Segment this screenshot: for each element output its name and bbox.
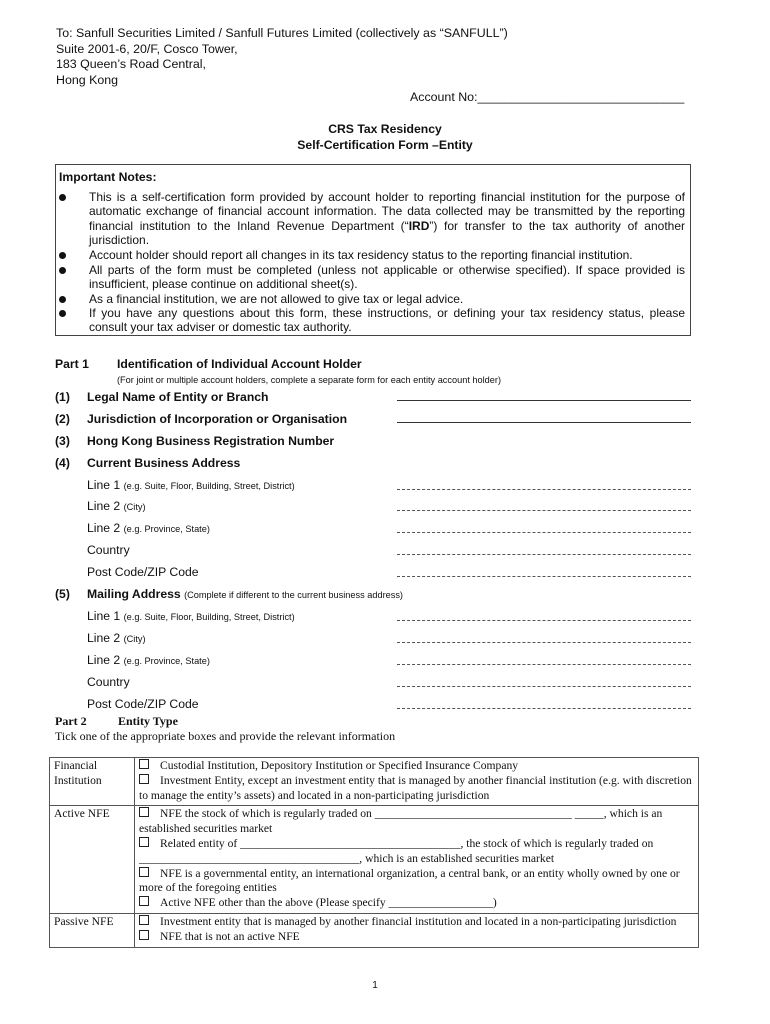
business-reg-label: Hong Kong Business Registration Number [87, 434, 335, 448]
option-text: NFE is a governmental entity, an international organization, a central bank, or an entity wholly owned by one or more of the foregoing entities [139, 866, 680, 895]
mailing-city-label [87, 631, 146, 645]
checkbox-icon[interactable] [139, 774, 149, 784]
note-bullet [59, 263, 685, 292]
part2-title: Entity Type [118, 714, 178, 728]
address-country-field[interactable] [397, 554, 691, 555]
mailing-postcode-field[interactable] [397, 708, 691, 709]
bullet-icon [59, 296, 66, 303]
item-number: (5) [55, 587, 70, 601]
entity-option[interactable] [139, 867, 695, 897]
field-label: Line 1 [87, 478, 121, 492]
checkbox-icon[interactable] [139, 807, 149, 817]
address-line: 183 Queen’s Road Central, [56, 57, 206, 72]
entity-option[interactable] [139, 915, 695, 930]
field-hint: (e.g. Province, State) [123, 656, 210, 666]
checkbox-icon[interactable] [139, 837, 149, 847]
item-number: (4) [55, 456, 70, 470]
important-notes-box [55, 164, 691, 336]
checkbox-icon[interactable] [139, 915, 149, 925]
entity-option[interactable] [139, 774, 695, 804]
address-line1-field[interactable] [397, 489, 691, 490]
jurisdiction-field[interactable] [397, 422, 691, 423]
entity-option[interactable] [139, 896, 695, 911]
address-province-field[interactable] [397, 532, 691, 533]
bullet-icon [59, 252, 66, 259]
field-label: Line 2 [87, 499, 121, 513]
field-hint: (City) [123, 634, 146, 644]
bullet-icon [59, 267, 66, 274]
note-bullet [59, 292, 685, 306]
entity-options-cell [135, 758, 699, 806]
form-title: CRS Tax Residency [328, 122, 442, 136]
field-label: Mailing Address [87, 587, 181, 601]
option-text: Custodial Institution, Depository Institution or Specified Insurance Company [160, 759, 519, 772]
note-text: All parts of the form must be completed (unless not applicable or otherwise specified). If space provided is insufficient, please continue on additional sheet(s). [89, 262, 685, 291]
address-province-label [87, 521, 210, 535]
field-hint: (e.g. Province, State) [123, 524, 210, 534]
mailing-line1-label [87, 609, 295, 623]
note-text: If you have any questions about this form, these instructions, or defining your tax residency status, please consult your tax adviser or domestic tax authority. [89, 306, 685, 335]
address-country-label: Country [87, 543, 130, 557]
mailing-country-field[interactable] [397, 686, 691, 687]
checkbox-icon[interactable] [139, 896, 149, 906]
part1-label: Part 1 [55, 357, 89, 371]
part1-title: Identification of Individual Account Holder [117, 357, 362, 371]
field-hint: (City) [123, 502, 146, 512]
option-text: Active NFE other than the above (Please specify __________________) [160, 896, 497, 910]
field-hint: (e.g. Suite, Floor, Building, Street, District) [123, 612, 295, 622]
note-text-part: This is a self-certification form provided by account holder to reporting financial institution for the purpose of automatic exchange of financial account information. The data collected may be transmitted by the reporting financial institution to the Inland Revenue Department (“ [89, 190, 685, 233]
option-text: NFE that is not an active NFE [160, 929, 300, 943]
mailing-postcode-label: Post Code/ZIP Code [87, 697, 199, 711]
part2-instruction: Tick one of the appropriate boxes and provide the relevant information [55, 729, 396, 743]
account-no-field[interactable]: Account No:______________________________ [410, 90, 685, 104]
item-number: (2) [55, 412, 70, 426]
field-label: Line 2 [87, 521, 121, 535]
bullet-icon [59, 310, 66, 317]
field-label: Line 2 [87, 653, 121, 667]
current-address-label: Current Business Address [87, 456, 241, 470]
note-bullet [59, 306, 685, 335]
entity-category-label: Passive NFE [50, 913, 135, 947]
note-bullet [59, 248, 685, 262]
part2-label: Part 2 [55, 714, 87, 728]
item-number: (3) [55, 434, 70, 448]
note-bullet [59, 190, 685, 248]
entity-option[interactable] [139, 759, 695, 774]
item-number: (1) [55, 390, 70, 404]
note-text: Account holder should report all changes in its tax residency status to the reporting financial institution. [89, 248, 633, 262]
mailing-province-label [87, 653, 210, 667]
mailing-city-field[interactable] [397, 642, 691, 643]
address-line: To: Sanfull Securities Limited / Sanfull Futures Limited (collectively as “SANFULL”) [56, 26, 508, 40]
address-city-field[interactable] [397, 510, 691, 511]
table-row [50, 758, 699, 806]
recipient-address [56, 26, 508, 88]
mailing-province-field[interactable] [397, 664, 691, 665]
table-row [50, 806, 699, 914]
entity-option[interactable] [139, 930, 695, 945]
checkbox-icon[interactable] [139, 930, 149, 940]
field-hint: (e.g. Suite, Floor, Building, Street, District) [123, 481, 295, 491]
checkbox-icon[interactable] [139, 759, 149, 769]
entity-type-table [49, 757, 699, 948]
legal-name-label: Legal Name of Entity or Branch [87, 390, 269, 404]
address-line: Suite 2001-6, 20/F, Cosco Tower, [56, 41, 238, 56]
option-text: Related entity of ______________________________________, the stock of which is regularly traded on ______________________________________, which is an established securities market [139, 836, 654, 865]
note-text [89, 190, 685, 248]
address-postcode-label: Post Code/ZIP Code [87, 565, 199, 579]
address-line: Hong Kong [56, 72, 119, 87]
mailing-line1-field[interactable] [397, 620, 691, 621]
field-hint: (Complete if different to the current business address) [184, 590, 403, 600]
jurisdiction-label: Jurisdiction of Incorporation or Organisation [87, 412, 348, 426]
address-city-label [87, 499, 146, 513]
bullet-icon [59, 194, 66, 201]
entity-options-cell [135, 913, 699, 947]
entity-option[interactable] [139, 807, 695, 837]
address-line1-label [87, 478, 295, 492]
table-row [50, 913, 699, 947]
entity-category-label: Active NFE [50, 806, 135, 914]
notes-heading: Important Notes: [59, 170, 157, 184]
checkbox-icon[interactable] [139, 867, 149, 877]
entity-category-label: Financial Institution [50, 758, 135, 806]
address-postcode-field[interactable] [397, 576, 691, 577]
entity-options-cell [135, 806, 699, 914]
option-text: Investment entity that is managed by another financial institution and located in a non-participating jurisdiction [160, 914, 677, 928]
field-label: Line 1 [87, 609, 121, 623]
note-text-part: ”) for transfer to the tax authority of another jurisdiction. [89, 218, 686, 248]
form-subtitle: Self-Certification Form –Entity [297, 138, 473, 152]
mailing-country-label: Country [87, 675, 130, 689]
note-text-bold: IRD [408, 218, 430, 233]
part1-subtitle: (For joint or multiple account holders, complete a separate form for each entity account holder) [117, 375, 502, 385]
option-text: NFE the stock of which is regularly traded on __________________________________ _____, which is an established securities market [139, 807, 663, 836]
entity-option[interactable] [139, 837, 695, 867]
legal-name-field[interactable] [397, 400, 691, 401]
mailing-address-label [87, 587, 403, 601]
option-text: Investment Entity, except an investment entity that is managed by another financial institution (e.g. with discretion to manage the entity’s assets) and located in a non-participating jurisdiction [139, 773, 692, 802]
note-text: As a financial institution, we are not allowed to give tax or legal advice. [89, 291, 464, 306]
field-label: Line 2 [87, 631, 121, 645]
page-number: 1 [372, 980, 378, 991]
